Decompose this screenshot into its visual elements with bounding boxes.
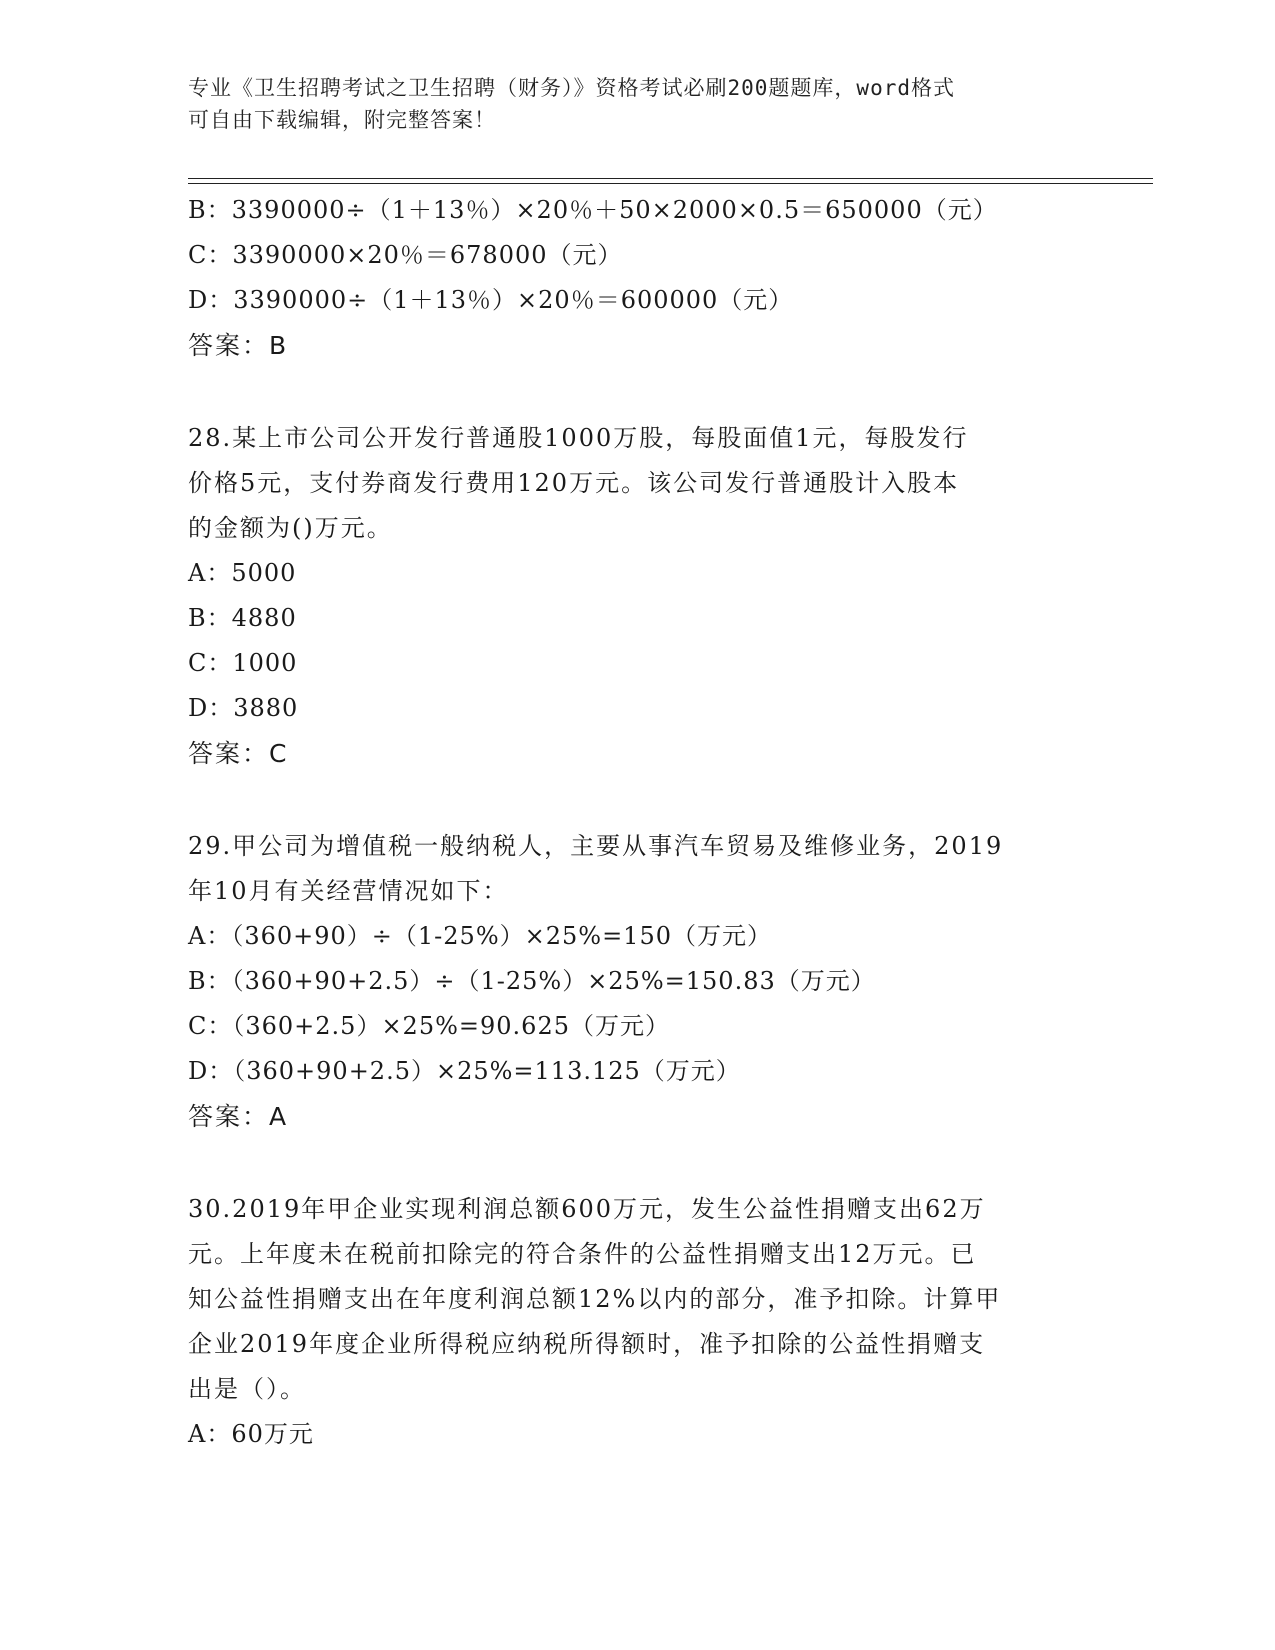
answer-line: 答案：C — [188, 739, 289, 768]
header-title-line-1: 专业《卫生招聘考试之卫生招聘（财务）》资格考试必刷200题题库，word格式 — [188, 76, 955, 100]
option-b: B：3390000÷（1＋13％）×20％＋50×2000×0.5＝650000（元） — [188, 196, 998, 224]
question-stem — [188, 1187, 1068, 1412]
stem-line: 30.2019年甲企业实现利润总额600万元，发生公益性捐赠支出62万 — [188, 1195, 986, 1223]
option-d: D：3880 — [188, 694, 299, 722]
spacer — [188, 1139, 1068, 1187]
stem-line: 出是（）。 — [188, 1375, 306, 1403]
document-header — [188, 72, 1068, 136]
question-29 — [188, 824, 1068, 1139]
document-body — [188, 188, 1068, 1457]
option-d: D：3390000÷（1＋13％）×20％＝600000（元） — [188, 286, 794, 314]
header-divider-top — [188, 178, 1153, 179]
question-30 — [188, 1187, 1068, 1457]
spacer — [188, 776, 1068, 824]
question-28 — [188, 416, 1068, 776]
spacer — [188, 368, 1068, 416]
header-divider-bottom — [188, 183, 1153, 184]
option-a: A：5000 — [188, 559, 297, 587]
stem-line: 企业2019年度企业所得税应纳税所得额时，准予扣除的公益性捐赠支 — [188, 1330, 986, 1358]
option-b: B：（360+90+2.5）÷（1-25%）×25%=150.83（万元） — [188, 967, 876, 995]
option-c: C：（360+2.5）×25%=90.625（万元） — [188, 1012, 670, 1040]
option-c: C：1000 — [188, 649, 298, 677]
stem-line: 29.甲公司为增值税一般纳税人，主要从事汽车贸易及维修业务，2019 — [188, 832, 1004, 860]
question-27-tail — [188, 188, 1068, 368]
header-title-line-2: 可自由下载编辑，附完整答案！ — [188, 108, 496, 132]
option-c: C：3390000×20％＝678000（元） — [188, 241, 623, 269]
option-d: D：（360+90+2.5）×25%=113.125（万元） — [188, 1057, 741, 1085]
question-stem — [188, 416, 1068, 551]
answer-line: 答案：A — [188, 1102, 289, 1131]
stem-line: 元。上年度未在税前扣除完的符合条件的公益性捐赠支出12万元。已 — [188, 1240, 977, 1268]
option-b: B：4880 — [188, 604, 297, 632]
option-a: A：（360+90）÷（1-25%）×25%=150（万元） — [188, 922, 772, 950]
answer-line: 答案：B — [188, 331, 289, 360]
stem-line: 价格5元，支付券商发行费用120万元。该公司发行普通股计入股本 — [188, 469, 960, 497]
stem-line: 年10月有关经营情况如下： — [188, 877, 509, 905]
stem-line: 知公益性捐赠支出在年度利润总额12%以内的部分，准予扣除。计算甲 — [188, 1285, 1002, 1313]
stem-line: 的金额为()万元。 — [188, 514, 393, 542]
stem-line: 28.某上市公司公开发行普通股1000万股，每股面值1元，每股发行 — [188, 424, 969, 452]
option-a: A：60万元 — [188, 1420, 314, 1448]
question-stem — [188, 824, 1068, 914]
